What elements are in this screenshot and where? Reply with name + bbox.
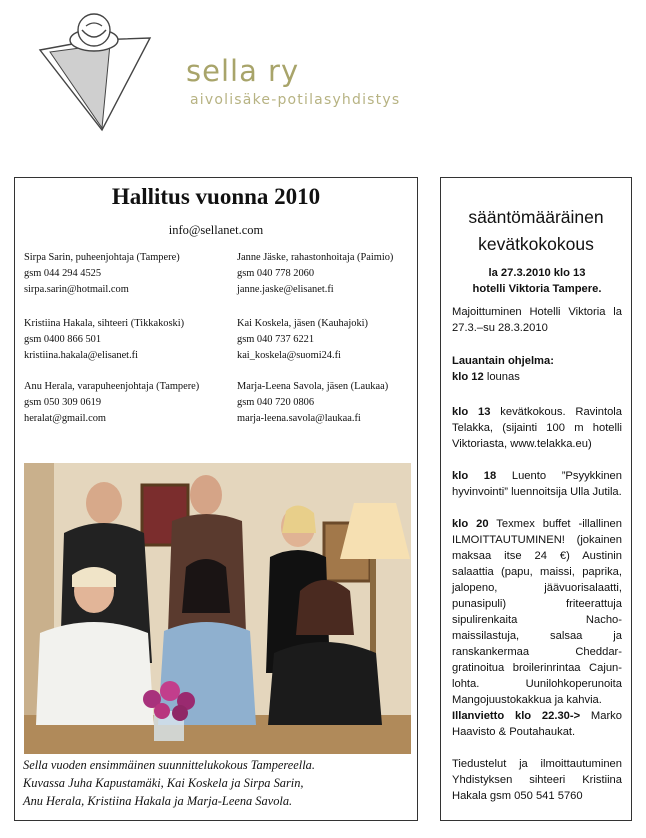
contact-text: Tiedustelut ja ilmoittautuminen Yhdistyksen sihteeri Kristiina Hakala gsm 050 541 5760 (452, 758, 622, 802)
program-time: klo 13 (452, 406, 491, 418)
member-phone: gsm 040 737 6221 (237, 334, 315, 345)
photo-caption (23, 756, 413, 810)
meeting-box (440, 177, 632, 821)
program-time: Illanvietto klo 22.30-> (452, 710, 581, 722)
program-text: lounas (483, 371, 520, 383)
program-heading: Lauantain ohjelma: (452, 355, 554, 367)
program-time: klo 20 (452, 518, 489, 530)
org-name: sella ry (186, 54, 300, 88)
member-card (237, 379, 388, 427)
meeting-venue: hotelli Viktoria Tampere. (472, 283, 602, 295)
member-name-role: Kai Koskela, jäsen (Kauhajoki) (237, 318, 368, 329)
program-block (452, 353, 622, 385)
lodging-text: Majoittuminen Hotelli Viktoria la 27.3.–su 28.3.2010 (452, 306, 622, 334)
meeting-date: la 27.3.2010 klo 13 (488, 267, 586, 279)
program-item (452, 468, 622, 500)
board-title: Hallitus vuonna 2010 (111, 184, 321, 209)
program-item (452, 516, 622, 708)
caption-line: Kuvassa Juha Kapustamäki, Kai Koskela ja Sirpa Sarin, (23, 776, 304, 790)
org-subtitle: aivolisäke-potilasyhdistys (190, 92, 401, 108)
member-card (24, 379, 199, 427)
member-phone: gsm 050 309 0619 (24, 397, 102, 408)
program-item (452, 708, 622, 740)
meeting-title-line: sääntömääräinen (468, 207, 604, 227)
member-card (237, 250, 393, 298)
group-photo (24, 463, 411, 754)
meeting-when-where (452, 265, 622, 297)
program-text: kevätkokous. Ravintola Telakka, (sijainti 100 m hotelli Viktoriasta, www.telakka.eu) (452, 406, 623, 450)
member-card (237, 316, 368, 364)
program-time: klo 18 (452, 470, 497, 482)
member-name-role: Marja-Leena Savola, jäsen (Laukaa) (237, 381, 389, 392)
member-email[interactable]: heralat@gmail.com (24, 413, 106, 424)
member-email[interactable]: sirpa.sarin@hotmail.com (24, 284, 129, 295)
member-phone: gsm 040 778 2060 (237, 268, 315, 279)
member-phone: gsm 040 720 0806 (237, 397, 315, 408)
board-box (14, 177, 418, 821)
caption-line: Sella vuoden ensimmäinen suunnittelukokous Tampereella. (23, 758, 315, 772)
member-phone: gsm 044 294 4525 (24, 268, 102, 279)
program-text: Texmex buffet -illallinen ILMOITTAUTUMINEN! (jokainen maksaa itse 24 €) Austinin salaattia (papu, maissi, paprika, jalopeno, jäävuorisalaatti, punasipuli) friteerattuja sipulirenkaita Nacho-maissilastuja, salsaa ja ranskankermaa Cheddar-gratinoitua broilerinrintaa Cajun-lohta. Uunilohkoperunoita Mangojuustokakkua ja kahvia. (452, 518, 622, 706)
member-phone: gsm 0400 866 501 (24, 334, 102, 345)
member-email[interactable]: kai_koskela@suomi24.fi (237, 350, 341, 361)
program-text: Luento ”Psyykkinen hyvinvointi” luennoitsija Ulla Jutila. (452, 470, 622, 498)
sella-logo-icon (36, 10, 154, 140)
program-item (452, 404, 622, 452)
member-email[interactable]: janne.jaske@elisanet.fi (237, 284, 334, 295)
meeting-title (441, 204, 631, 258)
board-email[interactable]: info@sellanet.com (168, 223, 264, 237)
member-name-role: Janne Jäske, rahastonhoitaja (Paimio) (237, 252, 394, 263)
caption-line: Anu Herala, Kristiina Hakala ja Marja-Leena Savola. (23, 794, 293, 808)
member-email[interactable]: marja-leena.savola@laukaa.fi (237, 413, 361, 424)
member-name-role: Anu Herala, varapuheenjohtaja (Tampere) (24, 381, 200, 392)
program-text: Marko Haavisto & Poutahaukat. (452, 710, 622, 738)
member-email[interactable]: kristiina.hakala@elisanet.fi (24, 350, 139, 361)
member-name-role: Kristiina Hakala, sihteeri (Tikkakoski) (24, 318, 185, 329)
meeting-title-line: kevätkokokous (478, 234, 594, 254)
member-card (24, 316, 184, 364)
program-time: klo 12 (452, 371, 484, 383)
member-name-role: Sirpa Sarin, puheenjohtaja (Tampere) (24, 252, 180, 263)
member-card (24, 250, 180, 298)
